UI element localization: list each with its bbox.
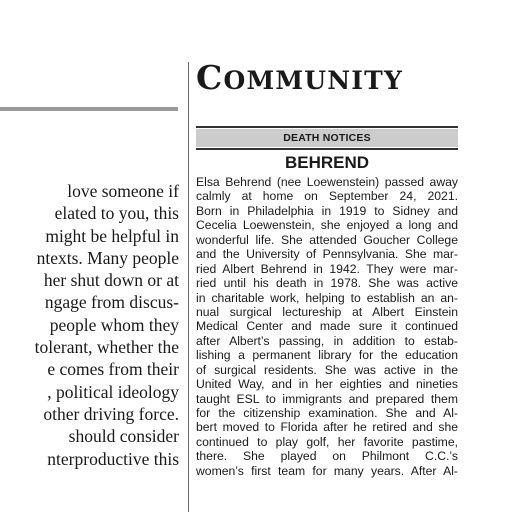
obituary-line: wonderful life. She attended Goucher College (196, 232, 458, 247)
left-column-rule (0, 107, 178, 111)
section-title (196, 58, 458, 101)
obituary-line: there. She played on Philmont C.C.’s (196, 449, 458, 464)
left-text-line: nterproductive this (47, 448, 179, 469)
left-text-line: ntexts. Many people (36, 247, 179, 268)
obituary-line: ried Albert Behrend in 1942. They were mar- (196, 261, 458, 276)
obituary-line: lishing a permanent library for the education (196, 348, 458, 363)
left-text-line: elated to you, this (54, 203, 179, 224)
obituary-line: calmly at home on September 24, 2021. (196, 189, 458, 204)
obituary-line: nual surgical lectureship at Albert Einstein (196, 304, 458, 319)
left-text-line: tolerant, whether the (34, 337, 179, 358)
obituary-line: bert moved to Florida after he retired and she (196, 420, 458, 435)
death-notices-header: DEATH NOTICES (196, 129, 458, 147)
left-text-line: , political ideology (47, 381, 179, 402)
obituary-line: continued to play golf, her favorite pastime, (196, 434, 458, 449)
obituary-body (196, 175, 458, 478)
obituary-line: of surgical residents. She was active in the (196, 362, 458, 377)
obituary-name: BEHREND (284, 153, 370, 172)
left-text-line: ngage from discus- (44, 292, 179, 313)
column-divider (188, 62, 189, 512)
obituary-line: and the University of Pennsylvania. She mar- (196, 247, 458, 262)
obituary-line: ried until his death in 1978. She was active (196, 276, 458, 291)
obituary-line: United Way, and in her eighties and nineties (196, 377, 458, 392)
obituary-line: Cecelia Loewenstein, she enjoyed a long and (196, 218, 458, 233)
section-title-initial: C (196, 58, 224, 97)
left-text-line: people whom they (49, 314, 179, 335)
obituary-line: Medical Center and made sure it continued (196, 319, 458, 334)
obituary-line: in charitable work, helping to establish an an- (196, 290, 458, 305)
obituary-line: taught ESL to immigrants and prepared them (196, 391, 458, 406)
obituary-line: women’s first team for many years. After Al- (196, 463, 458, 478)
section-title-rest: OMMUNITY (223, 66, 403, 95)
obituary-line: for the citizenship examination. She and Al- (196, 406, 458, 420)
left-article-text (0, 180, 179, 470)
obituary-line: Elsa Behrend (nee Loewenstein) passed away (196, 175, 458, 189)
left-article-column (0, 0, 182, 512)
left-text-line: her shut down or at (43, 270, 179, 291)
left-text-line: might be helpful in (45, 225, 179, 246)
left-text-line: e comes from their (47, 359, 179, 380)
left-text-line: other driving force. (43, 403, 179, 424)
notices-rule-top (196, 126, 458, 128)
notices-rule-bottom (196, 148, 458, 150)
obituary-line: Born in Philadelphia in 1919 to Sidney and (196, 203, 458, 218)
left-text-line: should consider (68, 426, 179, 447)
left-text-line: love someone if (67, 181, 179, 201)
obituary-line: after Albert’s passing, in addition to estab- (196, 333, 458, 348)
community-column (196, 0, 458, 512)
